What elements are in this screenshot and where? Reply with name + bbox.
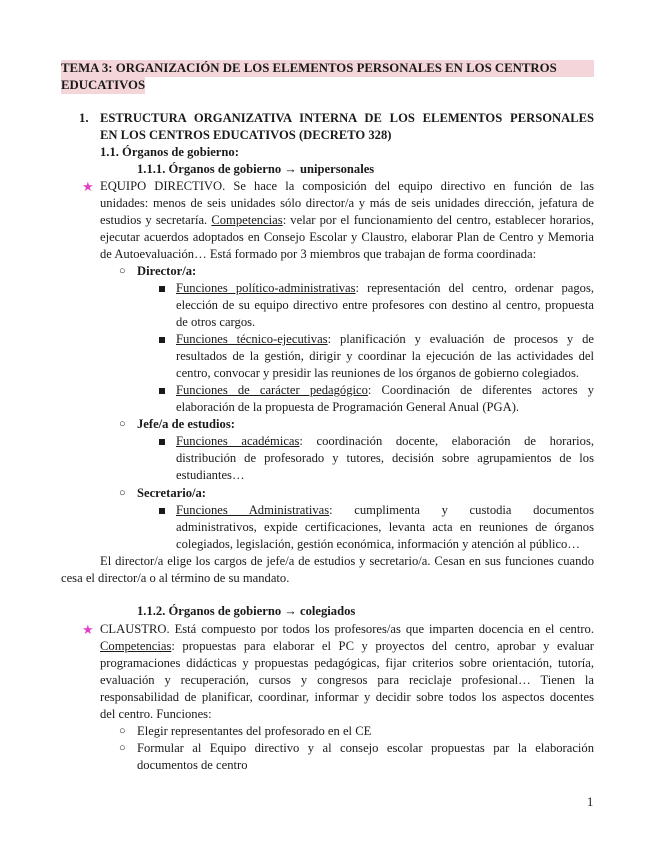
director-label: Director/a: xyxy=(137,264,197,278)
jefe-label: Jefe/a de estudios: xyxy=(137,417,235,431)
secretario-func-1-title: Funciones Administrativas xyxy=(176,503,330,517)
director-func-3-line-1 xyxy=(176,382,594,399)
director-func-3-line-2: elaboración de la propuesta de Programación General Anual (PGA). xyxy=(176,400,520,414)
claustro-competencias-label: Competencias xyxy=(100,639,172,653)
secretario-func-1-line-2: administrativos, expide certificaciones, levanta acta en reuniones de órganos xyxy=(176,520,594,534)
equipo-line-3 xyxy=(100,212,594,229)
document-title xyxy=(61,60,594,94)
circle-bullet-icon: ○ xyxy=(119,725,126,737)
secretario-label: Secretario/a: xyxy=(137,486,207,500)
circle-bullet-icon: ○ xyxy=(119,742,126,754)
director-func-1-line-3: de otros cargos. xyxy=(176,315,256,329)
director-func-2-text: : planificación y evaluación de procesos y de xyxy=(327,332,594,346)
equipo-line-3a: estudios y secretaría. xyxy=(100,213,208,227)
section-1-heading-line-2: EN LOS CENTROS EDUCATIVOS (DECRETO 328) xyxy=(100,128,392,142)
jefe-func-1-text: : coordinación docente, elaboración de horarios, xyxy=(299,434,594,448)
claustro-line-5: responsabilidad de planificar, coordinar, informar y decidir sobre todos los aspectos docentes xyxy=(100,690,594,704)
circle-bullet-icon: ○ xyxy=(119,418,126,430)
director-func-1-line-2: elección de su equipo directivo entre profesores con destino al centro, propuesta xyxy=(176,298,594,312)
claustro-line-2-text: : propuestas para elaborar el PC y proyectos del centro, aprobar y evaluar xyxy=(171,639,594,653)
director-func-2-line-2: resultados de la gestión, dirigir y coordinar la ejecución de las actividades del xyxy=(176,349,594,363)
claustro-item-2-line-1: Formular al Equipo directivo y al consejo escolar propuestas par la elaboración xyxy=(137,741,594,755)
page-number: 1 xyxy=(587,795,594,809)
director-func-1-text: : representación del centro, ordenar pagos, xyxy=(355,281,594,295)
closing-line-1: El director/a elige los cargos de jefe/a de estudios y secretario/a. Cesan en sus funciones cuando xyxy=(100,554,594,568)
secretario-func-1-line-3: colegiados, legislación, gestión económica, información y atención al público… xyxy=(176,537,580,551)
circle-bullet-icon: ○ xyxy=(119,265,126,277)
director-func-2-title: Funciones técnico-ejecutivas xyxy=(176,332,328,346)
director-func-1-title: Funciones político-administrativas xyxy=(176,281,356,295)
title-line-2: EDUCATIVOS xyxy=(61,78,146,92)
equipo-line-3b: : velar por el funcionamiento del centro, establecer horarios, xyxy=(282,213,594,227)
square-bullet-icon xyxy=(159,388,165,394)
competencias-label: Competencias xyxy=(211,213,283,227)
star-bullet-icon: ★ xyxy=(82,179,94,194)
section-1-number: 1. xyxy=(79,111,89,125)
equipo-line-4: ejecutar acuerdos adoptados en Consejo Escolar y Claustro, elaborar Plan de Centro y Memoria xyxy=(100,230,594,244)
jefe-func-1-line-2: distribución de profesorado y tutores, decisión sobre agrupamientos de los xyxy=(176,451,594,465)
closing-line-2: cesa el director/a o al término de su mandato. xyxy=(61,571,290,585)
equipo-line-1: EQUIPO DIRECTIVO. Se hace la composición del equipo directivo en función de las xyxy=(100,179,594,193)
claustro-item-1: Elegir representantes del profesorado en el CE xyxy=(137,724,372,738)
claustro-line-2 xyxy=(100,638,594,655)
square-bullet-icon xyxy=(159,337,165,343)
circle-bullet-icon: ○ xyxy=(119,487,126,499)
jefe-func-1-line-3: estudiantes… xyxy=(176,468,245,482)
director-func-2-line-3: centro, convocar y presidir las reuniones de los órganos de gobierno colegiados. xyxy=(176,366,579,380)
claustro-line-1: CLAUSTRO. Está compuesto por todos los profesores/as que imparten docencia en el centro. xyxy=(100,622,594,636)
director-func-3-text: : Coordinación de diferentes actores y xyxy=(367,383,594,397)
subsection-1-1-heading: 1.1. Órganos de gobierno: xyxy=(100,145,239,159)
jefe-func-1-title: Funciones académicas xyxy=(176,434,300,448)
claustro-line-3: programaciones didácticas y propuestas pedagógicas, fijar criterios sobre orientación, tutoría, xyxy=(100,656,594,670)
star-bullet-icon: ★ xyxy=(82,622,94,637)
title-line-1: TEMA 3: ORGANIZACIÓN DE LOS ELEMENTOS PERSONALES EN LOS CENTROS xyxy=(61,60,594,77)
secretario-func-1-line-1 xyxy=(176,502,594,519)
subsection-1-1-1-heading: 1.1.1. Órganos de gobierno → unipersonales xyxy=(137,162,375,176)
secretario-func-1-text: : cumplimenta y custodia documentos xyxy=(329,503,594,517)
equipo-line-2: unidades: menos de seis unidades sólo director/a y más de seis unidades dirección, jefatura de xyxy=(100,196,594,210)
director-func-2-line-1 xyxy=(176,331,594,348)
equipo-line-5: de Autoevaluación… Está formado por 3 miembros que trabajan de forma coordinada: xyxy=(100,247,537,261)
square-bullet-icon xyxy=(159,286,165,292)
square-bullet-icon xyxy=(159,508,165,514)
subsection-1-1-2-heading: 1.1.2. Órganos de gobierno → colegiados xyxy=(137,604,356,618)
director-func-3-title: Funciones de carácter pedagógico xyxy=(176,383,368,397)
claustro-item-2-line-2: documentos de centro xyxy=(137,758,248,772)
claustro-line-6: del centro. Funciones: xyxy=(100,707,212,721)
section-1-heading-line-1: ESTRUCTURA ORGANIZATIVA INTERNA DE LOS ELEMENTOS PERSONALES xyxy=(100,111,594,125)
claustro-line-4: evaluación y recuperación, cursos y congresos para reciclaje profesional… Tienen la xyxy=(100,673,594,687)
director-func-1-line-1 xyxy=(176,280,594,297)
jefe-func-1-line-1 xyxy=(176,433,594,450)
square-bullet-icon xyxy=(159,439,165,445)
